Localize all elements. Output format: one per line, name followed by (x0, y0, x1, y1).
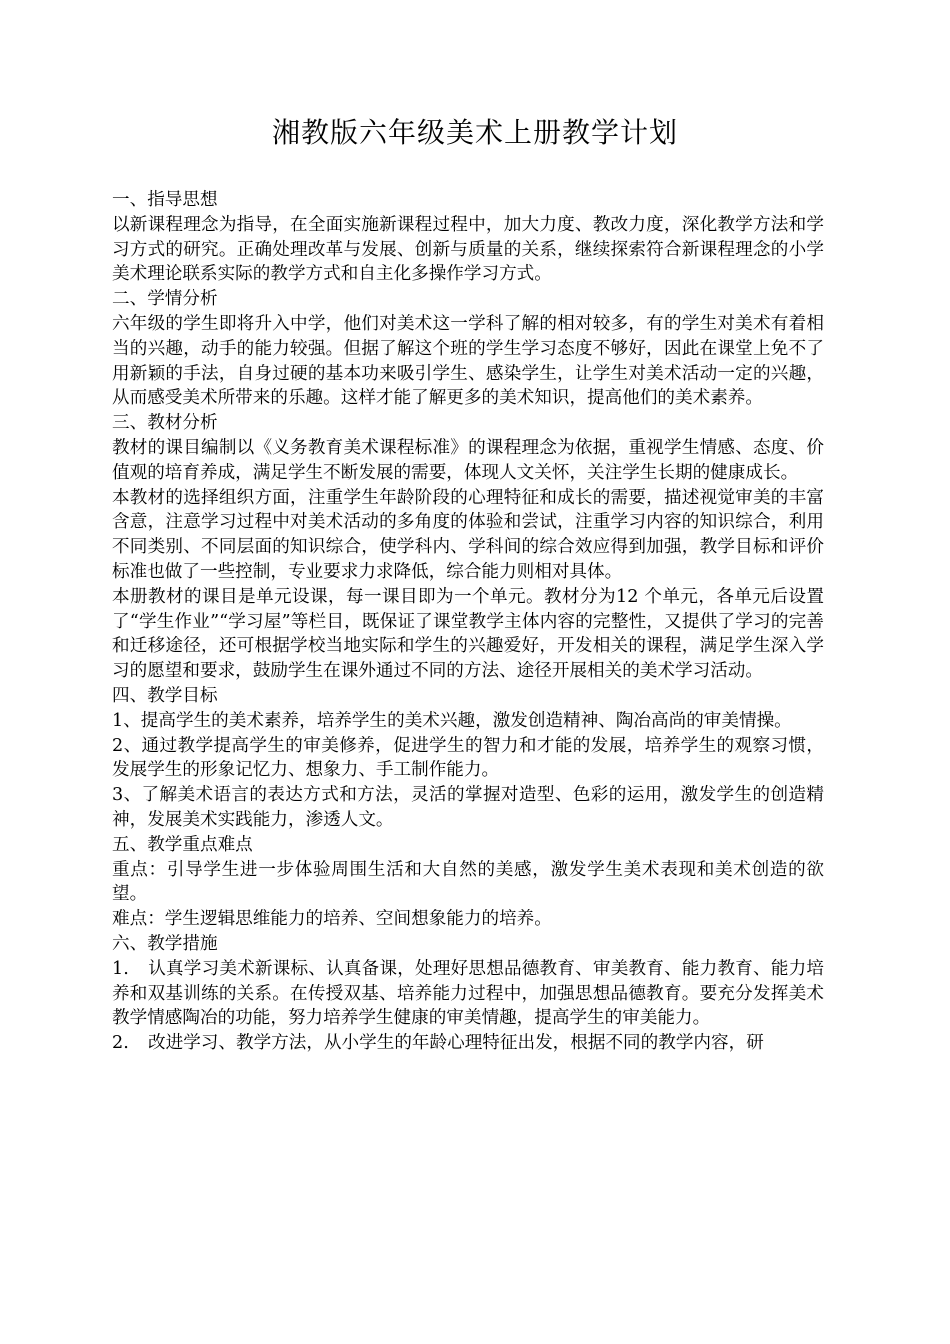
list-item-number: 2. (112, 1033, 129, 1054)
paragraph: 以新课程理念为指导，在全面实施新课程过程中，加大力度、教改力度，深化教学方法和学习方式的研究。正确处理改革与发展、创新与质量的关系，继续探索符合新课程理念的小学美术理论联系实际的教学方式和自主化多操作学习方式。 (112, 214, 824, 285)
paragraph: 重点：引导学生进一步体验周围生活和大自然的美感，激发学生美术表现和美术创造的欲望。 (112, 859, 824, 905)
paragraph: 本教材的选择组织方面，注重学生年龄阶段的心理特征和成长的需要，描述视觉审美的丰富含意，注意学习过程中对美术活动的多角度的体验和尝试，注重学习内容的知识综合，利用不同类别、不同层面的知识综合，使学科内、学科间的综合效应得到加强，教学目标和评价标准也做了一些控制，专业要求力求降低，综合能力则相对具体。 (112, 487, 824, 582)
list-item-text: 改进学习、教学方法，从小学生的年龄心理特征出发，根据不同的教学内容，研 (148, 1033, 764, 1054)
section-heading-student-analysis: 二、学情分析 (112, 289, 218, 310)
list-item (112, 1031, 824, 1056)
paragraph: 2、通过教学提高学生的审美修养，促进学生的智力和才能的发展，培养学生的观察习惯，发展学生的形象记忆力、想象力、手工制作能力。 (112, 735, 824, 781)
section-heading-teaching-goals: 四、教学目标 (112, 685, 218, 706)
paragraph: 六年级的学生即将升入中学，他们对美术这一学科了解的相对较多，有的学生对美术有着相当的兴趣，动手的能力较强。但据了解这个班的学生学习态度不够好，因此在课堂上免不了用新颖的手法，自身过硬的基本功来吸引学生、感染学生，让学生对美术活动一定的兴趣，从而感受美术所带来的乐趣。这样才能了解更多的美术知识，提高他们的美术素养。 (112, 313, 824, 409)
paragraph: 1、提高学生的美术素养，培养学生的美术兴趣，激发创造精神、陶冶高尚的审美情操。 (112, 710, 792, 731)
list-item (112, 957, 824, 1031)
section-heading-textbook-analysis: 三、教材分析 (112, 413, 218, 434)
paragraph: 本册教材的课目是单元设课，每一课目即为一个单元。教材分为12 个单元，各单元后设置了“学生作业”“学习屋”等栏目，既保证了课堂教学主体内容的完整性，又提供了学习的完善和迁移途径，还可根据学校当地实际和学生的兴趣爱好，开发相关的课程，满足学生深入学习的愿望和要求，鼓励学生在课外通过不同的方法、途径开展相关的美术学习活动。 (112, 586, 824, 682)
paragraph: 教材的课目编制以《义务教育美术课程标准》的课程理念为依据，重视学生情感、态度、价值观的培育养成，满足学生不断发展的需要，体现人文关怀，关注学生长期的健康成长。 (112, 437, 824, 483)
paragraph: 难点：学生逻辑思维能力的培养、空间想象能力的培养。 (112, 909, 552, 930)
paragraph: 3、了解美术语言的表达方式和方法，灵活的掌握对造型、色彩的运用，激发学生的创造精神，发展美术实践能力，渗透人文。 (112, 785, 824, 830)
section-heading-teaching-measures: 六、教学措施 (112, 933, 218, 954)
list-item-text: 认真学习美术新课标、认真备课，处理好思想品德教育、审美教育、能力教育、能力培养和双基训练的关系。在传授双基、培养能力过程中，加强思想品德教育。要充分发挥美术教学情感陶冶的功能，努力培养学生健康的审美情趣，提高学生的审美能力。 (112, 958, 824, 1029)
document-body (112, 188, 824, 1056)
list-item-number: 1. (112, 958, 129, 979)
section-heading-key-points: 五、教学重点难点 (112, 834, 253, 855)
section-heading-guiding-ideology: 一、指导思想 (112, 190, 218, 210)
document-title: 湘教版六年级美术上册教学计划 (271, 116, 678, 149)
